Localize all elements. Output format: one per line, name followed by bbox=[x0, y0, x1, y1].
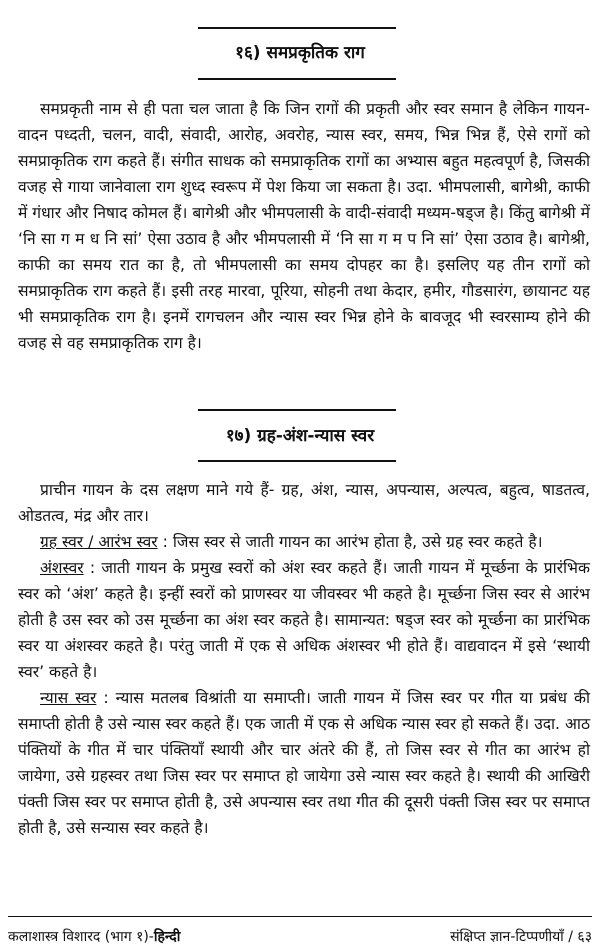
heading-rule-bottom-16 bbox=[198, 78, 396, 80]
graha-swar-paragraph bbox=[18, 529, 590, 555]
section-16-heading: १६) समप्रकृतिक राग bbox=[235, 43, 365, 63]
footer-rule bbox=[8, 916, 592, 917]
ansh-swar-text: : जाती गायन के प्रमुख स्वरों को अंश स्वर कहते हैं। जाती गायन में मूर्च्छना के प्रारंभिक स्वर को ‘अंश’ कहते है। इन्हीं स्वरों को प्राणस्वर या जीवस्वर भी कहते है। मूर्च्छना जिस स्वर से आरंभ होती है उस स्वर को उस मूर्च्छना का अंश स्वर कहते है। सामान्यत: षड्ज स्वर को मूर्च्छना का प्रारंभिक स्वर या अंशस्वर कहते है। परंतु जाती में एक से अधिक अंशस्वर भी होते हैं। वाद्यवादन में इसे ‘स्थायी स्वर’ कहते है। bbox=[18, 559, 590, 681]
footer-book-title bbox=[8, 928, 180, 946]
section-17-intro: प्राचीन गायन के दस लक्षण माने गये हैं- ग्रह, अंश, न्यास, अपन्यास, अल्पत्व, बहुत्व, षाडतत्व, ओडतत्व, मंद्र और तार। bbox=[18, 481, 590, 525]
nyas-swar-text: : न्यास मतलब विश्रांती या समाप्ती। जाती गायन में जिस स्वर पर गीत या प्रबंध की समाप्ती होती है उसे न्यास स्वर कहते हैं। एक जाती में एक से अधिक न्यास स्वर हो सकते हैं। उदा. आठ पंक्तियों के गीत में चार पंक्तियाँ स्थायी और चार अंतरे की हैं, तो जिस स्वर से गीत का आरंभ हो जायेगा, उसे ग्रहस्वर तथा जिस स्वर पर समाप्त हो जायेगा उसे न्यास स्वर कहते है। स्थायी की आखिरी पंक्ती जिस स्वर पर समाप्त होती है, उसे अपन्यास स्वर तथा गीत की दूसरी पंक्ती जिस स्वर पर समाप्त होती है, उसे सन्यास स्वर कहते है। bbox=[18, 689, 591, 837]
graha-swar-text: : जिस स्वर से जाती गायन का आरंभ होता है, उसे ग्रह स्वर कहते है। bbox=[157, 533, 543, 551]
footer-book-language: हिन्दी bbox=[153, 929, 181, 945]
nyas-swar-paragraph bbox=[18, 685, 590, 841]
ansh-swar-paragraph bbox=[18, 555, 590, 685]
heading-rule-top-16 bbox=[198, 27, 396, 29]
section-17-heading: १७) ग्रह-अंश-न्यास स्वर bbox=[225, 426, 375, 446]
nyas-swar-term: न्यास स्वर bbox=[40, 689, 97, 707]
heading-rule-bottom-17 bbox=[198, 460, 396, 462]
section-16-paragraph: समप्रकृती नाम से ही पता चल जाता है कि जिन रागों की प्रकृती और स्वर समान है लेकिन गायन-वादन पध्दती, चलन, वादी, संवादी, आरोह, अवरोह, न्यास स्वर, समय, भिन्न भिन्न हैं, ऐसे रागों को समप्राकृतिक राग कहते हैं। संगीत साधक को समप्राकृतिक रागों का अभ्यास बहुत महत्वपूर्ण है, जिसकी वजह से गाया जानेवाला राग शुध्द स्वरूप में पेश किया जा सकता है। उदा. भीमपलासी, बागेश्री, काफी में गंधार और निषाद कोमल हैं। बागेश्री और भीमपलासी के वादी-संवादी मध्यम-षड्ज है। किंतु बागेश्री में ‘नि सा ग म ध नि सां’ ऐसा उठाव है और भीमपलासी में ‘नि सा ग म प नि सां’ ऐसा उठाव है। बागेश्री, काफी का समय रात का है, तो भीमपलासी का समय दोपहर का है। इसलिए यह तीन रागों को समप्राकृतिक राग कहते हैं। इसी तरह मारवा, पूरिया, सोहनी तथा केदार, हमीर, गौडसारंग, छायानट यह भी समप्राकृतिक राग है। इनमें रागचलन और न्यास स्वर भिन्न होने के बावजूद भी स्वरसाम्य होने की वजह से वह समप्राकृतिक राग है। bbox=[18, 100, 590, 352]
section-17-body bbox=[18, 477, 590, 841]
heading-rule-top-17 bbox=[198, 409, 396, 411]
graha-swar-term: ग्रह स्वर / आरंभ स्वर bbox=[40, 533, 158, 551]
footer-book-title-text: कलाशास्त्र विशारद (भाग १)- bbox=[8, 929, 154, 945]
section-16-body bbox=[18, 96, 590, 356]
footer-section-name: संक्षिप्त ज्ञान-टिप्पणीयाँ / ६३ bbox=[450, 929, 592, 945]
ansh-swar-term: अंशस्वर bbox=[40, 559, 84, 577]
